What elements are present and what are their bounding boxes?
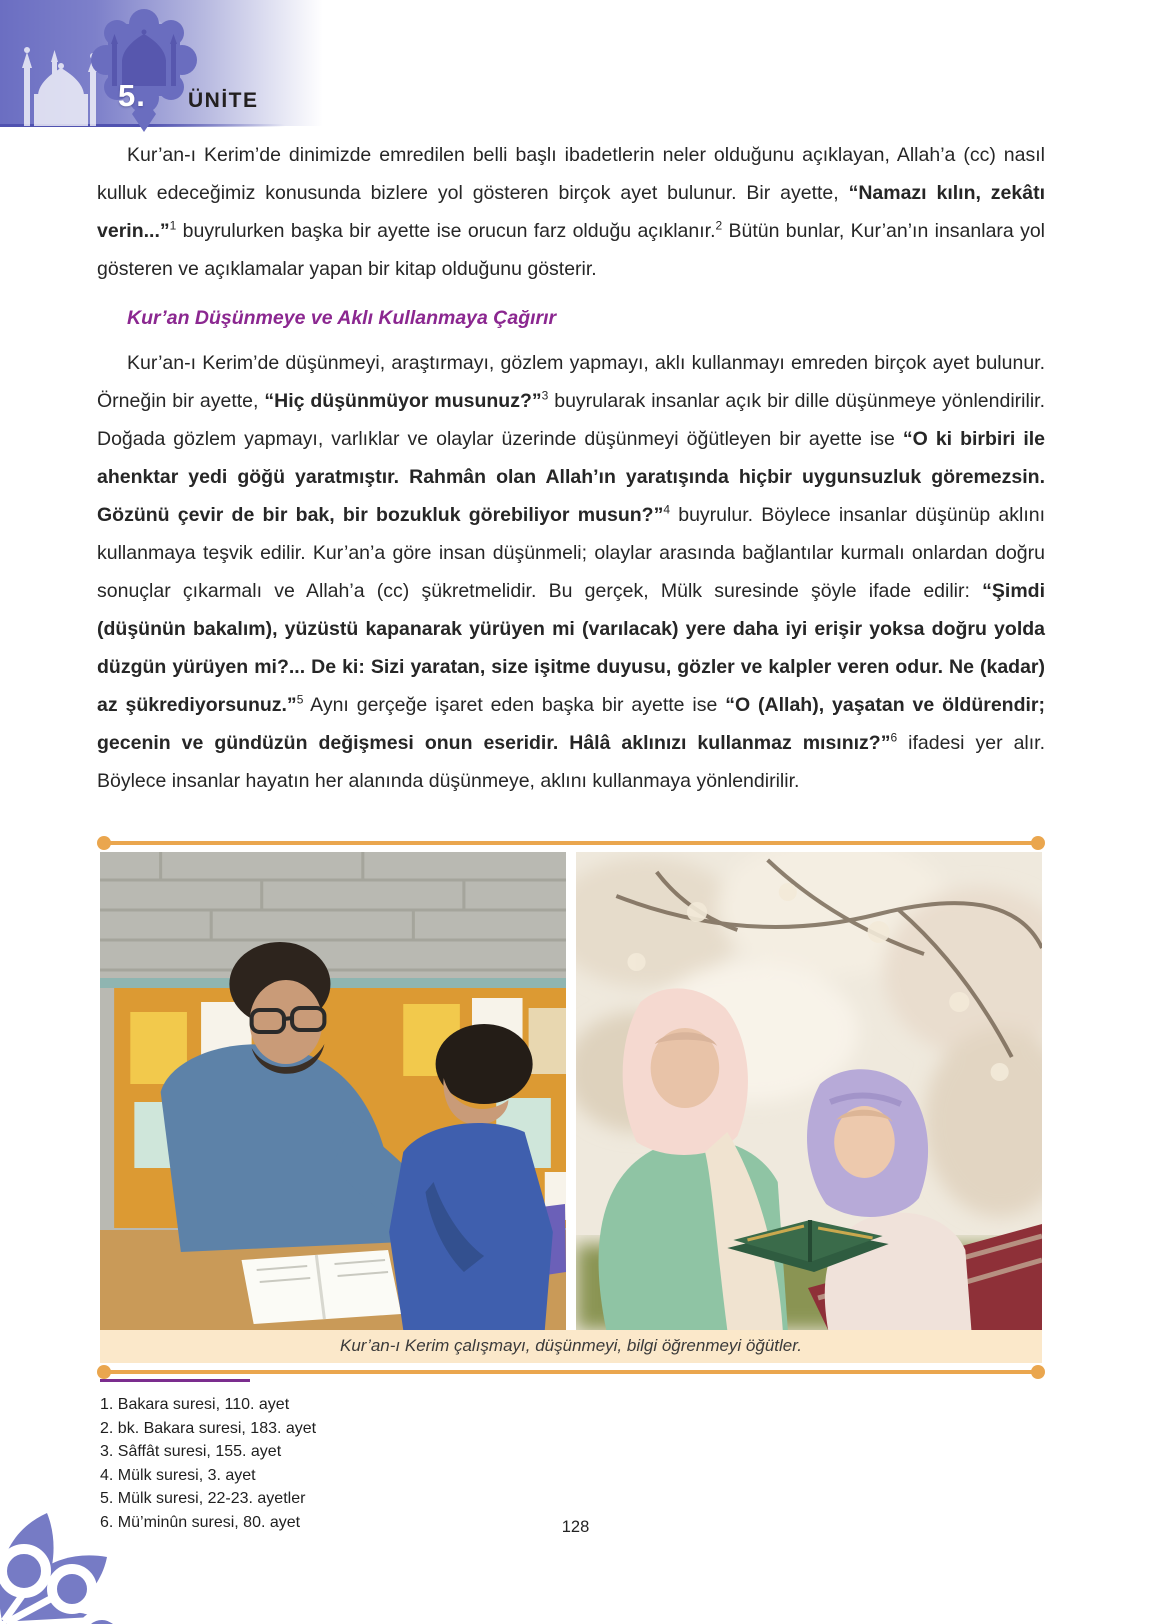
classroom-photo <box>100 852 566 1330</box>
section-heading: Kur’an Düşünmeye ve Aklı Kullanmaya Çağırır <box>127 307 557 329</box>
quran-reading-photo <box>576 852 1042 1330</box>
figure-frame-bottom-line <box>100 1370 1042 1374</box>
frame-dot-icon <box>97 1365 111 1379</box>
figure-block <box>100 841 1042 1374</box>
footnote-item: 5. Mülk suresi, 22-23. ayetler <box>100 1490 306 1507</box>
unit-label: ÜNİTE <box>188 89 259 112</box>
footnote-item: 6. Mü’minûn suresi, 80. ayet <box>100 1513 301 1531</box>
footnote-ref: 4 <box>663 502 671 517</box>
unit-number: 5. <box>118 78 146 113</box>
page-number: 128 <box>561 1518 590 1536</box>
paragraph-dusunme: Kur’an-ı Kerim’de düşünmeyi, araştırmayı, gözlem yapmayı, aklı kullanmayı emreden birçok ayet bulunur. Örneğin bir ayette, “Hiç düşünmüyor musunuz?”$^3$ buyrularak insanlar açık bir dille düşünmeye yönlendirilir. Doğada gözlem yapmayı, varlıklar ve olaylar üzerinde düşünmeyi öğütleyen bir ayette ise “O ki birbiri ile ahenktar yedi göğü yaratmıştır. Rahmân olan Allah’ın yaratışında hiçbir uygunsuzluk göremezsin. Gözünü çevir de bir bak, bir bozukluk görebiliyor musun?”$^4$ buyrulur. Böylece insanlar düşünüp aklını kullanmaya teşvik edilir. Kur’an’a göre insan düşünmeli; olaylar arasında bağlantılar kurmalı onlardan doğru sonuçlar çıkarmalı ve Allah’a (cc) şükretmelidir. Bu gerçek, Mülk suresinde şöyle ifade edilir: “Şimdi (düşünün bakalım), yüzüstü kapanarak yürüyen mi (varılacak) yere daha iyi erişir yoksa doğru yolda düzgün yürüyen mi?... De ki: Sizi yaratan, size işitme duyusu, gözler ve kalpler veren odur. Ne (kadar) az şükrediyorsunuz.”$^5$ Aynı gerçeğe işaret eden başka bir ayette ise “O (Allah), yaşatan ve öldürendir; gecenin ve gündüzün değişmesi onun eseridir. Hâlâ aklınızı kullanmaz mısınız?”$^6$ ifadesi yer alır. Böylece insanlar hayatın her alanında düşünmeye, aklını kullanmaya yönlendirilir. <box>97 352 1046 792</box>
footnote-ref: 2 <box>715 218 723 233</box>
frame-dot-icon <box>1031 1365 1045 1379</box>
frame-dot-icon <box>1031 836 1045 850</box>
footnote-item: 3. Sâffât suresi, 155. ayet <box>100 1443 282 1460</box>
footnote-ref: 5 <box>296 692 304 707</box>
footnotes-section <box>100 1379 700 1534</box>
paragraph-ibadet: Kur’an-ı Kerim’de dinimizde emredilen belli başlı ibadetlerin neler olduğunu açıklayan, Allah’a (cc) nasıl kulluk edeceğimiz konusunda bizlere yol gösteren birçok ayet bulunur. Bir ayette, “Namazı kılın, zekâtı verin...”$^1$ buyrulurken başka bir ayette ise orucun farz olduğu açıklanır.$^2$ Bütün bunlar, Kur’an’ın insanlara yol gösteren ve açıklamalar yapan bir kitap olduğunu gösterir. <box>97 144 1045 280</box>
frame-dot-icon <box>97 836 111 850</box>
footnote-item: 2. bk. Bakara suresi, 183. ayet <box>100 1419 317 1437</box>
footnote-ref: 3 <box>541 388 549 403</box>
unit-ornament-icon <box>86 6 202 134</box>
figure-caption: Kur’an-ı Kerim çalışmayı, düşünmeyi, bilgi öğrenmeyi öğütler. <box>100 1330 1042 1363</box>
flower-ornament-icon <box>0 1461 187 1624</box>
footnote-ref: 1 <box>169 218 177 233</box>
main-text <box>97 136 1045 800</box>
footnote-ref: 6 <box>890 730 898 745</box>
figure-photos <box>100 852 1042 1330</box>
footnote-item: 4. Mülk suresi, 3. ayet <box>100 1466 256 1484</box>
footnote-list <box>100 1393 700 1534</box>
figure-frame-top-line <box>100 841 1042 845</box>
footnote-divider <box>100 1379 250 1382</box>
footnote-item: 1. Bakara suresi, 110. ayet <box>100 1396 290 1413</box>
